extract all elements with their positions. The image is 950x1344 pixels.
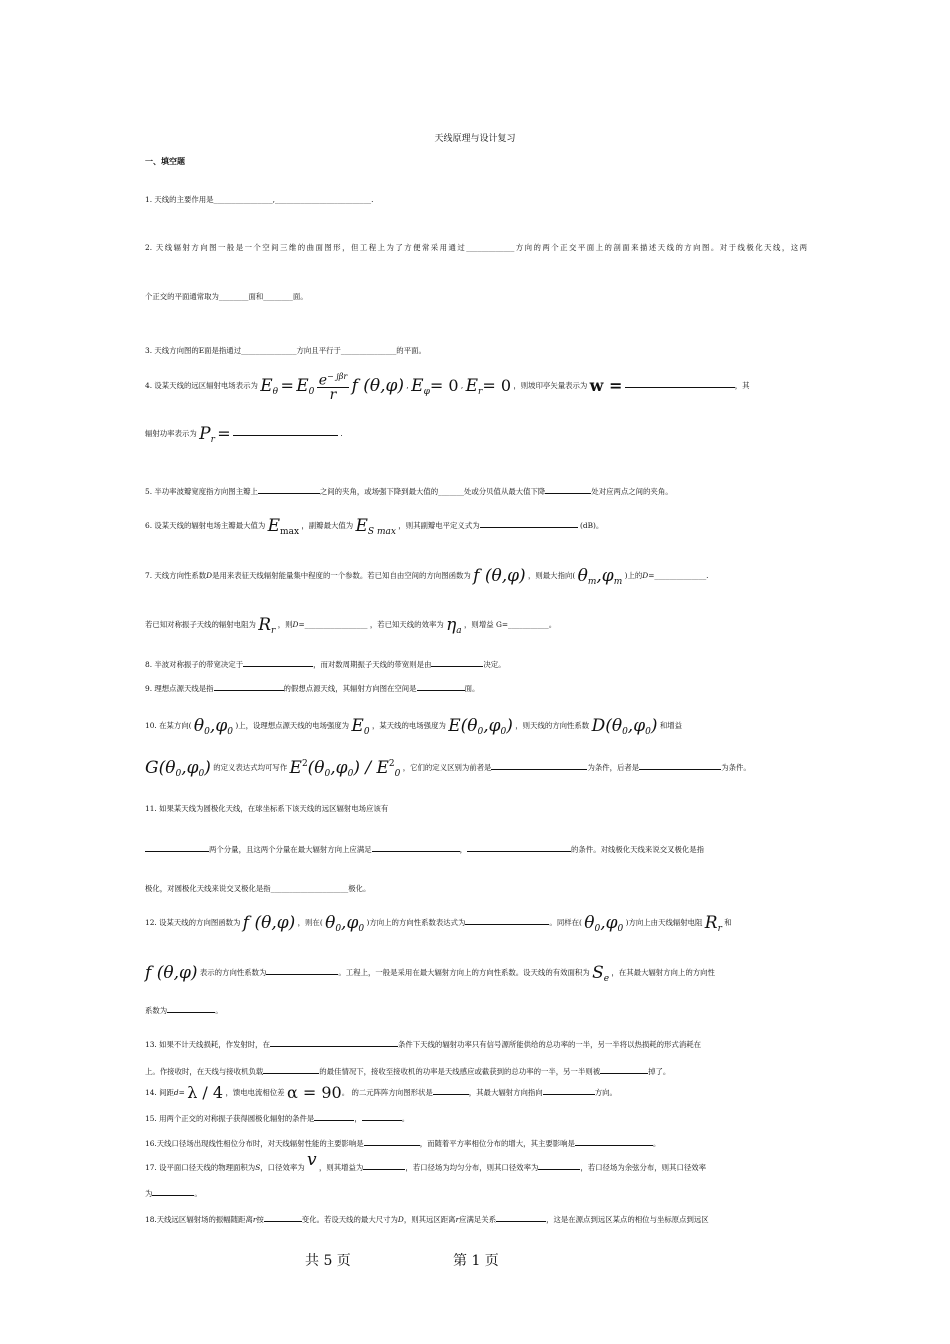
blank [496, 1213, 546, 1222]
q4-text: ，则坡印亭矢量表示为 [513, 381, 588, 390]
question-14: 14. 间距d= λ / 4 ，馈电电流相位差 α = 90。 的二元阵阵方向图形状是 ，其最大辐射方向指向 方向。 [145, 1083, 617, 1102]
math-eq0: = 0 [482, 376, 512, 395]
question-9: 9. 理想点源天线是指 的假想点源天线，其辐射方向图在空间是 面。 [145, 684, 480, 693]
section-heading: 一、填空题 [145, 156, 185, 166]
blank [214, 682, 284, 691]
math-sub: r [210, 435, 215, 445]
page-count: 共 5 页 [305, 1253, 351, 1269]
question-11-line-3: 极化，对圆极化天线来说交叉极化是指_____________________极化。 [145, 884, 371, 893]
question-2-line-2: 个正交的平面通常取为________面和________面。 [145, 292, 308, 301]
question-11-line-1: 11. 如果某天线为圆极化天线，在球坐标系下该天线的远区辐射电场应该有 [145, 804, 389, 813]
math-sub: r [478, 387, 483, 397]
blank [314, 1112, 354, 1121]
question-12-line-2: f (θ,φ) 表示的方向性系数为 。工程上，一般是采用在最大辐射方向上的方向性系数。设天线的有效面积为 Se ，在其最大辐射方向上的方向性 [145, 963, 715, 984]
math-R: R [258, 615, 272, 635]
math-E: E [465, 376, 479, 396]
q4-text: 4. 设某天线的远区辐射电场表示为 [145, 381, 258, 390]
blank [480, 519, 578, 528]
blank [575, 1137, 653, 1146]
blank [417, 682, 465, 691]
question-12-line-3: 系数为 。 [145, 1006, 223, 1015]
math-f: f (θ,φ) [351, 376, 405, 396]
math-eq: = [217, 424, 231, 443]
math-eq: = [280, 376, 294, 395]
question-13-line-1: 13. 如果不计天线损耗，作发射时，在 条件下天线的辐射功率只有信号源所能供给的总功率的一半，另一半将以热损耗的形式消耗在 [145, 1040, 701, 1049]
blank [362, 1112, 402, 1121]
math-E: E [411, 376, 424, 396]
blank [491, 761, 587, 770]
math-E: E [296, 376, 309, 396]
math-w: w = [589, 376, 623, 395]
fraction-exp: $\frac{e^{- j\beta r}}{r}$ [318, 371, 348, 404]
math-eq0: = 0 [429, 376, 459, 395]
blank [263, 1065, 319, 1074]
blank [258, 485, 320, 494]
math-sub: φ [423, 387, 430, 397]
page-number: 第 1 页 [453, 1253, 499, 1269]
blank [233, 427, 338, 436]
blank [264, 1213, 302, 1222]
question-4-line-1: 4. 设某天线的远区辐射电场表示为 Eθ = E0 $\frac{e^{- j\beta r}}{r}$ f (θ,φ) , Eφ= 0 , Er= 0 ，则坡印亭矢量表示为 w = ，其 [145, 371, 750, 404]
math-sub: θ [272, 387, 279, 397]
math-eta: η [446, 615, 457, 635]
question-13-line-2: 上。作接收时，在天线与接收机负载 的最佳情况下，接收至接收机的功率是天线感应或截获到的总功率的一半，另一半则被 掉了。 [145, 1067, 671, 1076]
blank [152, 1187, 194, 1196]
math-P: P [199, 424, 211, 444]
question-12-line-1: 12. 设某天线的方向图函数为 f (θ,φ) ，则在( θ0,φ0 )方向上的方向性系数表达式为 。同样在( θ0,φ0 )方向上由天线辐射电阻 Rr 和 [145, 913, 732, 934]
question-4-line-2: 辐射功率表示为 Pr = . [145, 424, 343, 445]
q4-text: ，其 [734, 381, 750, 390]
blank [431, 658, 483, 667]
blank [639, 761, 721, 770]
page-title: 天线原理与设计复习 [434, 134, 516, 144]
math-E: E [260, 376, 273, 396]
blank [372, 843, 460, 852]
math-E: E [267, 516, 281, 536]
blank [543, 1086, 595, 1095]
math-f: f (θ,φ) [473, 566, 526, 586]
question-10-line-1: 10. 在某方向( θ0,φ0 )上，设理想点源天线的电场强度为 E0 ，某天线的电场强度为 E(θ0,φ0) ，则天线的方向性系数 D(θ0,φ0) 和增益 [145, 716, 683, 737]
question-6: 6. 设某天线的辐射电场主瓣最大值为 Emax ，副瓣最大值为 ES max ，则其副瓣电平定义式为 (dB)。 [145, 516, 604, 537]
blank [364, 1137, 420, 1146]
question-1: 1. 天线的主要作用是________________,__________________________. [145, 195, 374, 204]
math-E: E [355, 516, 368, 536]
question-11-line-2: 两个分量，且这两个分量在最大辐射方向上应满足 ， 的条件。对线极化天线来说交叉极化是指 [145, 843, 807, 855]
q4-text: 辐射功率表示为 [145, 429, 197, 438]
question-2-line-1: 2. 天线辐射方向图一般是一个空间三维的曲面图形，但工程上为了方便常采用通过_____________方向的两个正交平面上的剖面来描述天线的方向图。对于线极化天线，这两 [145, 243, 807, 252]
question-8: 8. 半波对称振子的带宽决定于 ，而对数周期振子天线的带宽则是由 决定。 [145, 660, 506, 669]
blank [465, 916, 549, 925]
blank [243, 658, 313, 667]
math-sub: 0 [308, 387, 315, 397]
question-17-line-1: 17. 设平面口径天线的物理面积为S，口径效率为 v ，则其增益为 ，若口径场为均匀分布，则其口径效率为 ，若口径场为余弦分布，则其口径效率 [145, 1150, 707, 1172]
question-5: 5. 半功率波瓣宽度指方向图主瓣上 之间的夹角，或场强下降到最大值的_______处或分贝值从最大值下降 处对应两点之间的夹角。 [145, 487, 673, 496]
question-3: 3. 天线方向图的E面是指通过_______________方向且平行于_______________的平面。 [145, 346, 426, 355]
question-15: 15. 用两个正交的对称振子获得圆极化辐射的条件是 ， 。 [145, 1114, 410, 1123]
question-17-line-2: 为 。 [145, 1189, 202, 1198]
blank [363, 1161, 405, 1170]
blank [538, 1161, 580, 1170]
blank [433, 1086, 469, 1095]
question-7-line-1: 7. 天线方向性系数D是用来表征天线辐射能量集中程度的一个参数。若已知自由空间的方向图函数为 f (θ,φ) ，则最大指向( θm,φm )上的D=______________. [145, 566, 709, 587]
question-10-line-2: G(θ0,φ0) 的定义表达式均可写作 E2(θ0,φ0) / E20 ，它们的定义区别为前者是 为条件，后者是 为条件。 [145, 758, 751, 779]
question-18: 18.天线远区辐射场的振幅随距离r按 变化。若设天线的最大尺寸为D，则其远区距离r应满足关系 ，这是在源点到远区某点的相位与坐标原点到远区 [145, 1215, 709, 1224]
blank [266, 966, 338, 975]
blank [545, 485, 591, 494]
question-7-line-2: 若已知对称振子天线的辐射电阻为 Rr ，则D=_________________ ，若已知天线的效率为 ηa ，则增益 G=___________。 [145, 615, 557, 636]
blank [145, 843, 209, 852]
blank [270, 1038, 398, 1047]
question-16: 16.天线口径场出现线性相位分布时，对天线辐射性能的主要影响是 ，而随着平方率相位分布的增大，其主要影响是 。 [145, 1139, 661, 1148]
blank [600, 1065, 648, 1074]
blank [625, 379, 735, 388]
blank [167, 1004, 215, 1013]
blank [467, 843, 571, 852]
